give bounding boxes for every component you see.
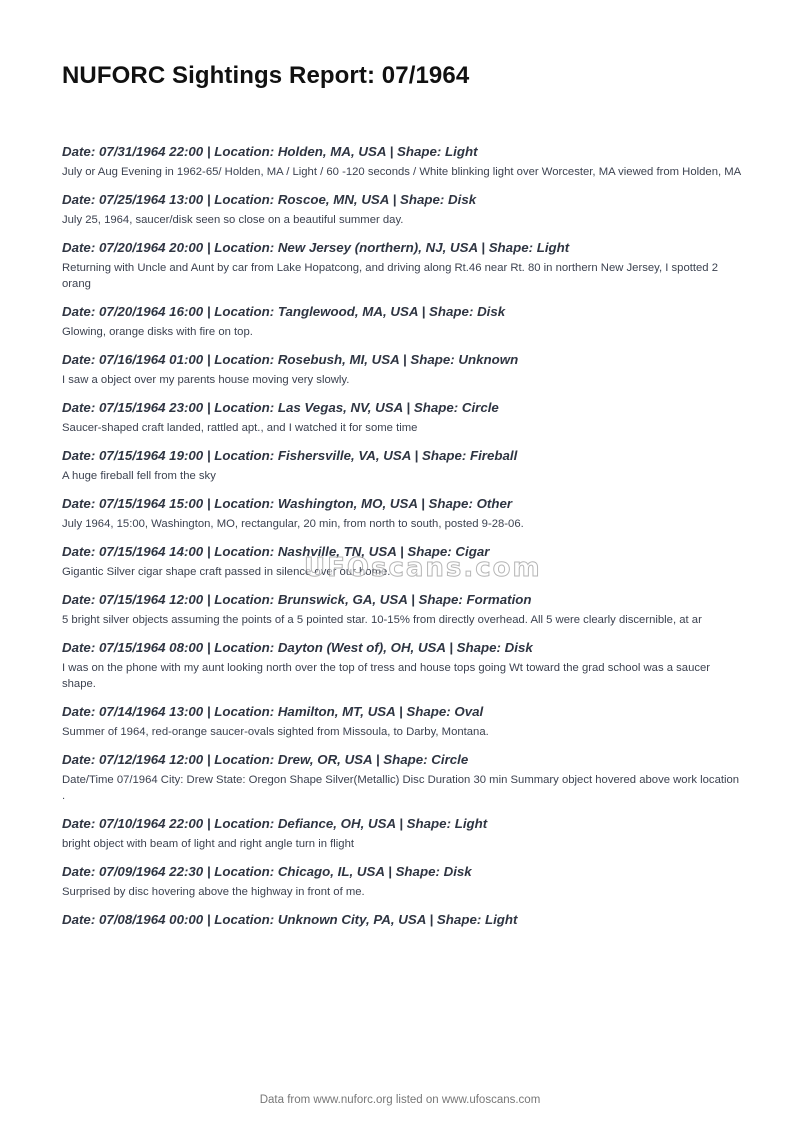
list-item [62,399,742,436]
list-item [62,351,742,388]
list-item [62,239,742,292]
list-item [62,447,742,484]
page-title: NUFORC Sightings Report: 07/1964 [62,62,470,89]
list-item [62,495,742,532]
entry-summary: Surprised by disc hovering above the highway in front of me. [62,886,365,898]
watermark-logo: UFOscans.com [304,553,542,583]
entry-summary: A huge fireball fell from the sky [62,470,216,482]
entry-summary: I saw a object over my parents house moving very slowly. [62,374,350,386]
entry-heading: Date: 07/15/1964 08:00 | Location: Dayton (West of), OH, USA | Shape: Disk [62,640,533,655]
entry-summary: July 1964, 15:00, Washington, MO, rectangular, 20 min, from north to south, posted 9-28-06. [62,518,524,530]
page-footer: Data from www.nuforc.org listed on www.ufoscans.com [259,1094,541,1106]
list-item [62,751,742,804]
entry-summary: July or Aug Evening in 1962-65/ Holden, MA / Light / 60 -120 seconds / White blinking light over Worcester, MA viewed from Holden, MA [62,166,742,178]
entry-heading: Date: 07/25/1964 13:00 | Location: Roscoe, MN, USA | Shape: Disk [62,192,477,207]
entry-heading: Date: 07/16/1964 01:00 | Location: Rosebush, MI, USA | Shape: Unknown [62,352,519,367]
entry-summary: Returning with Uncle and Aunt by car from Lake Hopatcong, and driving along Rt.46 near Rt. 80 in northern New Jersey, I spotted 2 orang [62,262,719,290]
entry-summary: Glowing, orange disks with fire on top. [62,326,253,338]
entry-summary: Gigantic Silver cigar shape craft passed in silence over our home. [62,566,391,578]
list-item [62,591,742,628]
list-item [62,191,742,228]
entry-heading: Date: 07/15/1964 14:00 | Location: Nashville, TN, USA | Shape: Cigar [62,544,490,559]
entry-heading: Date: 07/31/1964 22:00 | Location: Holden, MA, USA | Shape: Light [62,144,478,159]
list-item [62,303,742,340]
list-item [62,639,742,692]
list-item [62,911,742,928]
entry-summary: Date/Time 07/1964 City: Drew State: Oregon Shape Silver(Metallic) Disc Duration 30 min Summary object hovered above work location . [62,774,740,802]
entry-summary: bright object with beam of light and right angle turn in flight [62,838,355,850]
entry-summary: Summer of 1964, red-orange saucer-ovals sighted from Missoula, to Darby, Montana. [62,726,489,738]
entry-summary: 5 bright silver objects assuming the points of a 5 pointed star. 10-15% from directly overhead. All 5 were clearly discernible, at ar [62,614,702,626]
sightings-list [62,143,742,939]
entry-heading: Date: 07/15/1964 23:00 | Location: Las Vegas, NV, USA | Shape: Circle [62,400,499,415]
entry-heading: Date: 07/12/1964 12:00 | Location: Drew, OR, USA | Shape: Circle [62,752,469,767]
entry-heading: Date: 07/09/1964 22:30 | Location: Chicago, IL, USA | Shape: Disk [62,864,472,879]
entry-heading: Date: 07/20/1964 20:00 | Location: New Jersey (northern), NJ, USA | Shape: Light [62,240,570,255]
list-item [62,703,742,740]
entry-heading: Date: 07/15/1964 19:00 | Location: Fishersville, VA, USA | Shape: Fireball [62,448,518,463]
entry-heading: Date: 07/20/1964 16:00 | Location: Tanglewood, MA, USA | Shape: Disk [62,304,506,319]
entry-heading: Date: 07/08/1964 00:00 | Location: Unknown City, PA, USA | Shape: Light [62,912,518,927]
entry-summary: July 25, 1964, saucer/disk seen so close on a beautiful summer day. [62,214,404,226]
entry-heading: Date: 07/14/1964 13:00 | Location: Hamilton, MT, USA | Shape: Oval [62,704,484,719]
entry-heading: Date: 07/15/1964 15:00 | Location: Washington, MO, USA | Shape: Other [62,496,513,511]
entry-summary: I was on the phone with my aunt looking north over the top of tress and house tops going Wt toward the grad school was a saucer shape. [62,662,711,690]
list-item [62,143,742,180]
list-item [62,863,742,900]
entry-summary: Saucer-shaped craft landed, rattled apt., and I watched it for some time [62,422,418,434]
entry-heading: Date: 07/10/1964 22:00 | Location: Defiance, OH, USA | Shape: Light [62,816,488,831]
list-item [62,815,742,852]
entry-heading: Date: 07/15/1964 12:00 | Location: Brunswick, GA, USA | Shape: Formation [62,592,532,607]
list-item [62,543,742,580]
